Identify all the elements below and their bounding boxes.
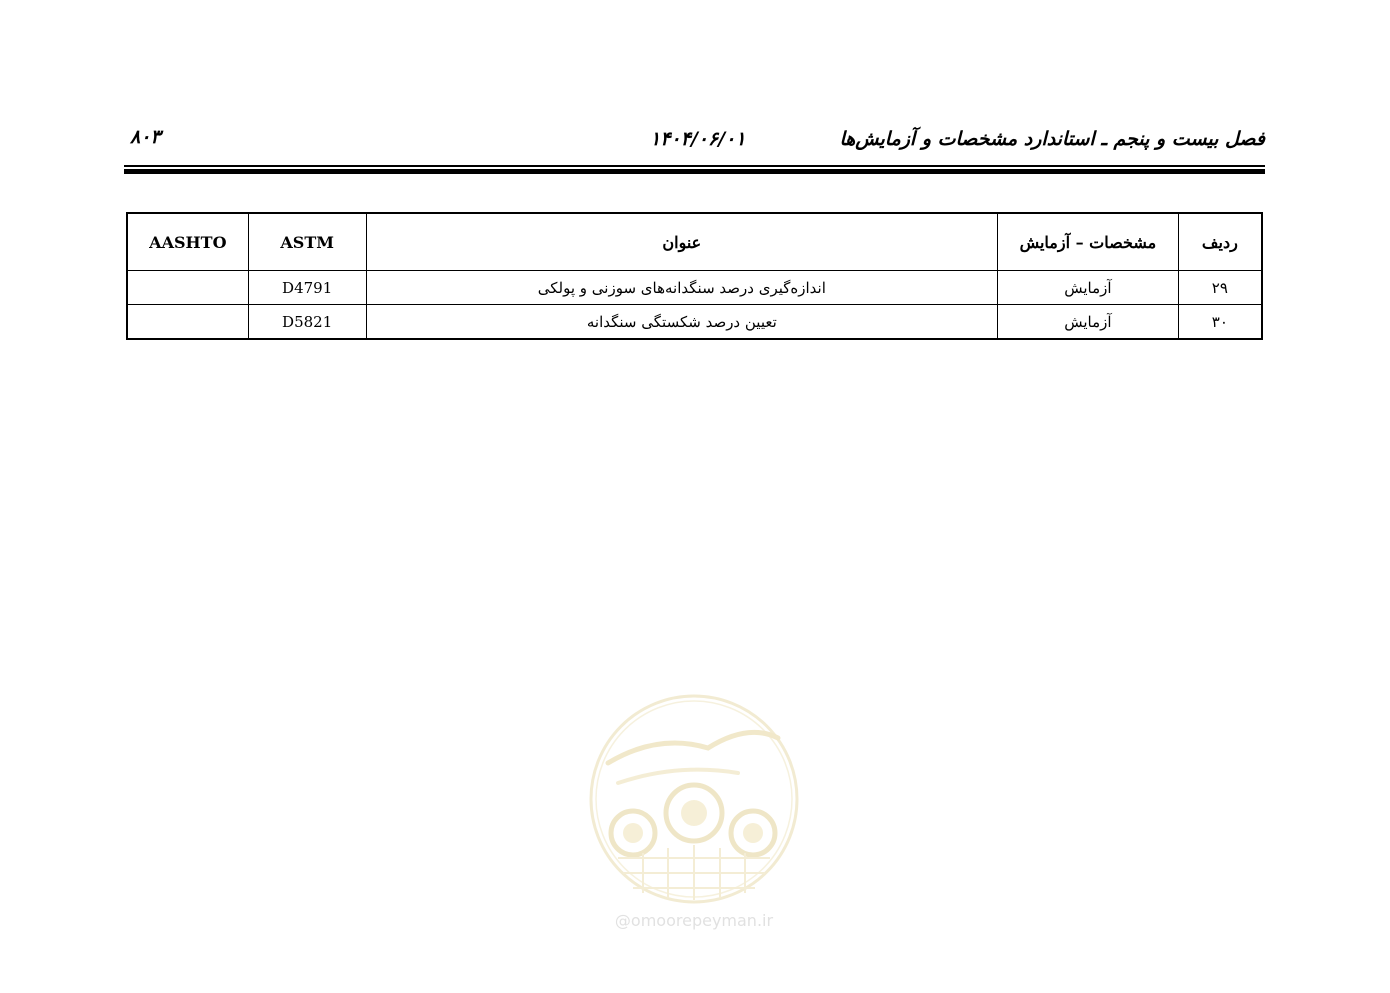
table-header-row xyxy=(127,213,1262,271)
page-number: ۸۰۳ xyxy=(130,126,161,148)
watermark-handle: @omoorepeyman.ir xyxy=(614,911,774,930)
header-rule-thin xyxy=(124,165,1265,167)
column-header-aashto: AASHTO xyxy=(127,213,248,271)
cell-row-number: ۲۹ xyxy=(1178,271,1262,305)
column-header-title: عنوان xyxy=(366,213,997,271)
column-header-astm: ASTM xyxy=(248,213,366,271)
chapter-title: فصل بیست و پنجم ـ استاندارد مشخصات و آزمایش‌ها xyxy=(839,128,1265,150)
column-header-spec: مشخصات – آزمایش xyxy=(998,213,1179,271)
cell-spec: آزمایش xyxy=(998,271,1179,305)
watermark-logo xyxy=(588,693,800,938)
cell-astm: D5821 xyxy=(248,305,366,340)
header-rule-thick xyxy=(124,169,1265,174)
cell-aashto xyxy=(127,271,248,305)
cell-astm: D4791 xyxy=(248,271,366,305)
cell-title: تعیین درصد شکستگی سنگدانه xyxy=(366,305,997,340)
watermark-emblem-icon xyxy=(588,693,800,908)
cell-title: اندازه‌گیری درصد سنگدانه‌های سوزنی و پولکی xyxy=(366,271,997,305)
spec-table xyxy=(126,212,1263,340)
cell-spec: آزمایش xyxy=(998,305,1179,340)
cell-aashto xyxy=(127,305,248,340)
header-date: ۱۴۰۴/۰۶/۰۱ xyxy=(650,128,746,150)
table-row xyxy=(127,271,1262,305)
page-header xyxy=(124,126,1265,156)
cell-row-number: ۳۰ xyxy=(1178,305,1262,340)
column-header-row: ردیف xyxy=(1178,213,1262,271)
table-row xyxy=(127,305,1262,340)
